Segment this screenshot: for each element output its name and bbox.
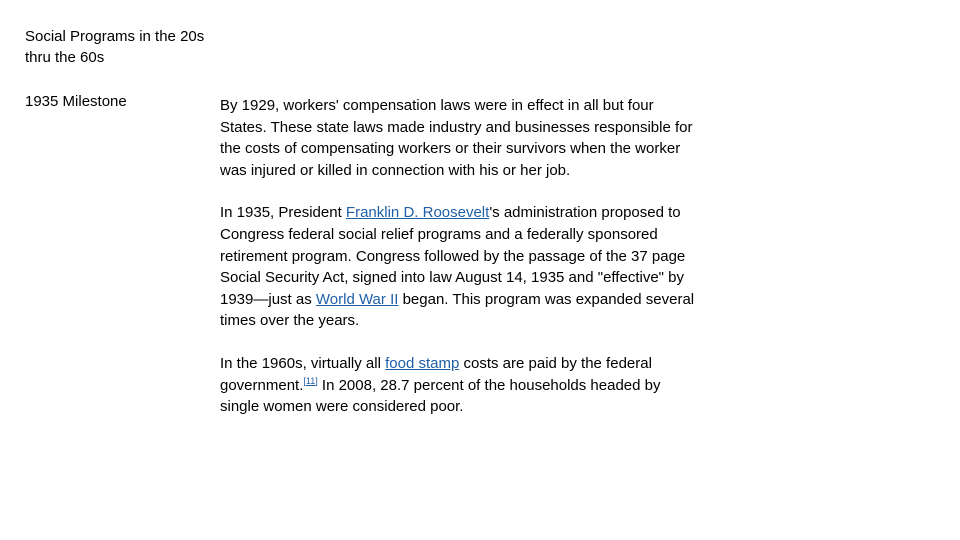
p2-text-end: began. This program was expanded several times over the years. bbox=[220, 290, 695, 330]
food-stamp-link[interactable]: food stamp bbox=[385, 354, 460, 372]
franklin-roosevelt-link[interactable]: Franklin D. Roosevelt bbox=[345, 204, 490, 222]
citation-11-link[interactable]: [11] bbox=[303, 375, 318, 386]
p3-text-start: In the 1960s, virtually all bbox=[220, 354, 386, 372]
body-text bbox=[220, 95, 700, 439]
world-war-ii-link[interactable]: World War II bbox=[315, 290, 399, 308]
p2-text-middle: 's administration proposed to Congress federal social relief programs and a federally sponsored retirement program. Congress followed by the passage of the 37 page Social Security Act, signed into law August 14, 1935 and "effective" by 1939—just as bbox=[220, 204, 686, 308]
p2-text-start: In 1935, President bbox=[220, 204, 346, 222]
section-label: 1935 Milestone bbox=[25, 93, 127, 110]
paragraph-food-stamps bbox=[220, 353, 700, 418]
p3-text-middle: costs are paid by the federal government. bbox=[220, 354, 652, 394]
p3-text-end: In 2008, 28.7 percent of the households headed by single women were considered poor. bbox=[220, 376, 661, 416]
paragraph-workers-compensation: By 1929, workers' compensation laws were in effect in all but four States. These state laws made industry and businesses responsible for the costs of compensating workers or their survivors when the worker was injured or killed in connection with his or her job. bbox=[220, 97, 693, 179]
slide-title: Social Programs in the 20s thru the 60s bbox=[25, 28, 205, 66]
paragraph-social-security bbox=[220, 202, 700, 332]
